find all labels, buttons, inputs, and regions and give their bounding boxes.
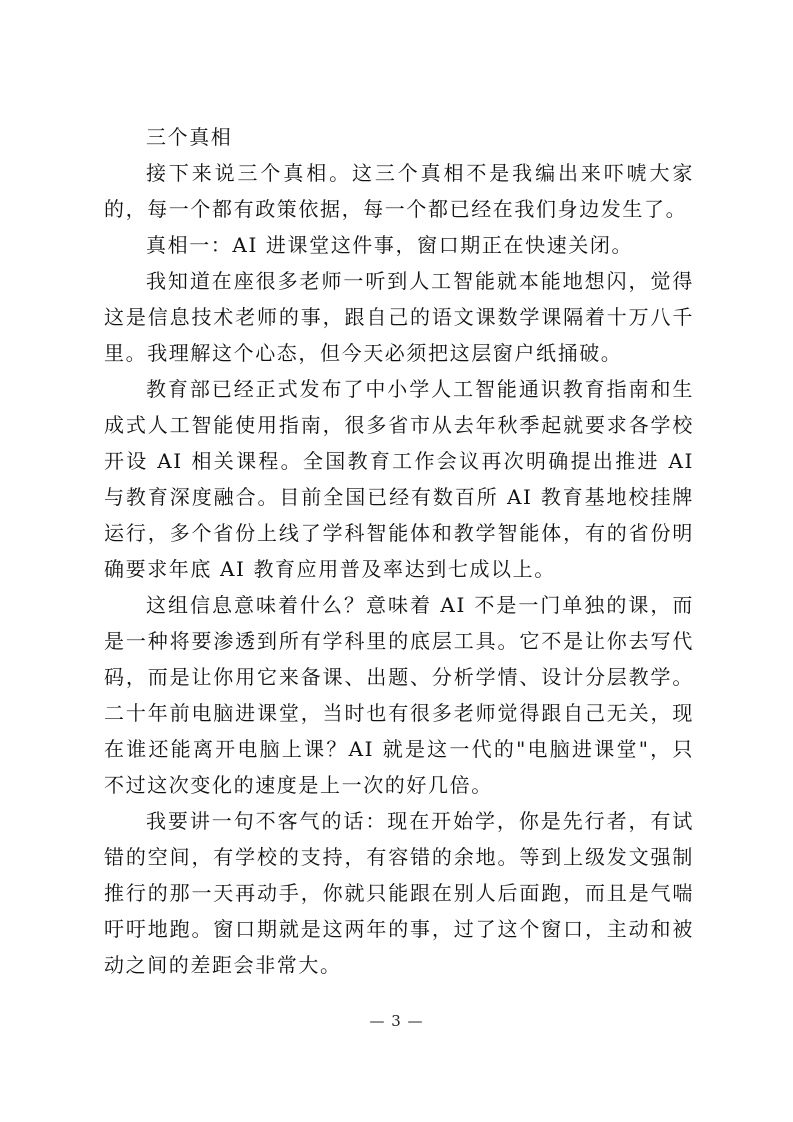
paragraph-meaning: 这组信息意味着什么？意味着 AI 不是一门单独的课，而是一种将要渗透到所有学科里的底层工具。它不是让你去写代码，而是让你用它来备课、出题、分析学情、设计分层教学。二十年前电脑进课堂，当时也有很多老师觉得跟自己无关，现在谁还能离开电脑上课？AI 就是这一代的"电脑进课堂"，只不过这次变化的速度是上一次的好几倍。 — [104, 593, 694, 797]
paragraph-warning: 我要讲一句不客气的话：现在开始学，你是先行者，有试错的空间，有学校的支持，有容错的余地。等到上级发文强制推行的那一天再动手，你就只能跟在别人后面跑，而且是气喘吁吁地跑。窗口期就是这两年的事，过了这个窗口，主动和被动之间的差距会非常大。 — [104, 809, 694, 977]
page-number: — 3 — — [369, 1012, 424, 1030]
section-heading: 三个真相 — [146, 125, 233, 149]
paragraph-truth-one: 真相一：AI 进课堂这件事，窗口期正在快速关闭。 — [146, 233, 634, 257]
paragraph-teacher-attitude: 我知道在座很多老师一听到人工智能就本能地想闪，觉得这是信息技术老师的事，跟自己的语文课数学课隔着十万八千里。我理解这个心态，但今天必须把这层窗户纸捅破。 — [104, 269, 694, 365]
paragraph-intro: 接下来说三个真相。这三个真相不是我编出来吓唬大家的，每一个都有政策依据，每一个都已经在我们身边发生了。 — [104, 161, 694, 221]
paragraph-policy: 教育部已经正式发布了中小学人工智能通识教育指南和生成式人工智能使用指南，很多省市从去年秋季起就要求各学校开设 AI 相关课程。全国教育工作会议再次明确提出推进 AI 与教育深度融合。目前全国已经有数百所 AI 教育基地校挂牌运行，多个省份上线了学科智能体和教学智能体，有的省份明确要求年底 AI 教育应用普及率达到七成以上。 — [104, 377, 694, 581]
document-body — [104, 119, 694, 983]
